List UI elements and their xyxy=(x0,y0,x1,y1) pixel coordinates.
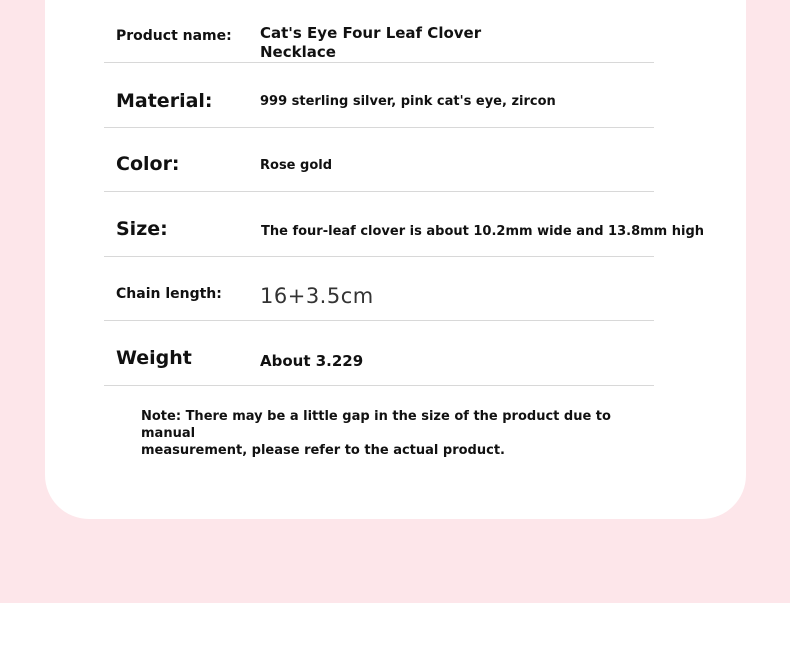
product-name-label: Product name: xyxy=(116,28,232,44)
spec-row-material xyxy=(104,62,654,128)
measurement-note xyxy=(141,408,661,459)
weight-value: About 3.229 xyxy=(260,352,364,370)
material-value: 999 sterling silver, pink cat's eye, zircon xyxy=(260,94,556,109)
product-name-value-line2: Necklace xyxy=(260,43,336,61)
measurement-note-line2: measurement, please refer to the actual product. xyxy=(141,443,505,458)
spec-row-size xyxy=(104,191,705,257)
chain-length-value: 16+3.5cm xyxy=(260,284,374,308)
color-label: Color: xyxy=(116,153,180,175)
spec-row-product-name xyxy=(104,0,654,63)
size-value: The four-leaf clover is about 10.2mm wide and 13.8mm high xyxy=(261,224,705,239)
spec-row-color xyxy=(104,127,654,192)
chain-length-label: Chain length: xyxy=(116,286,222,302)
color-value: Rose gold xyxy=(260,158,333,173)
weight-label: Weight xyxy=(116,347,192,369)
product-name-value-line1: Cat's Eye Four Leaf Clover xyxy=(260,24,482,42)
material-label: Material: xyxy=(116,90,213,112)
measurement-note-line1: Note: There may be a little gap in the size of the product due to manual xyxy=(141,409,611,441)
spec-row-chain-length xyxy=(104,256,654,321)
spec-row-weight xyxy=(104,320,654,386)
size-label: Size: xyxy=(116,218,168,240)
